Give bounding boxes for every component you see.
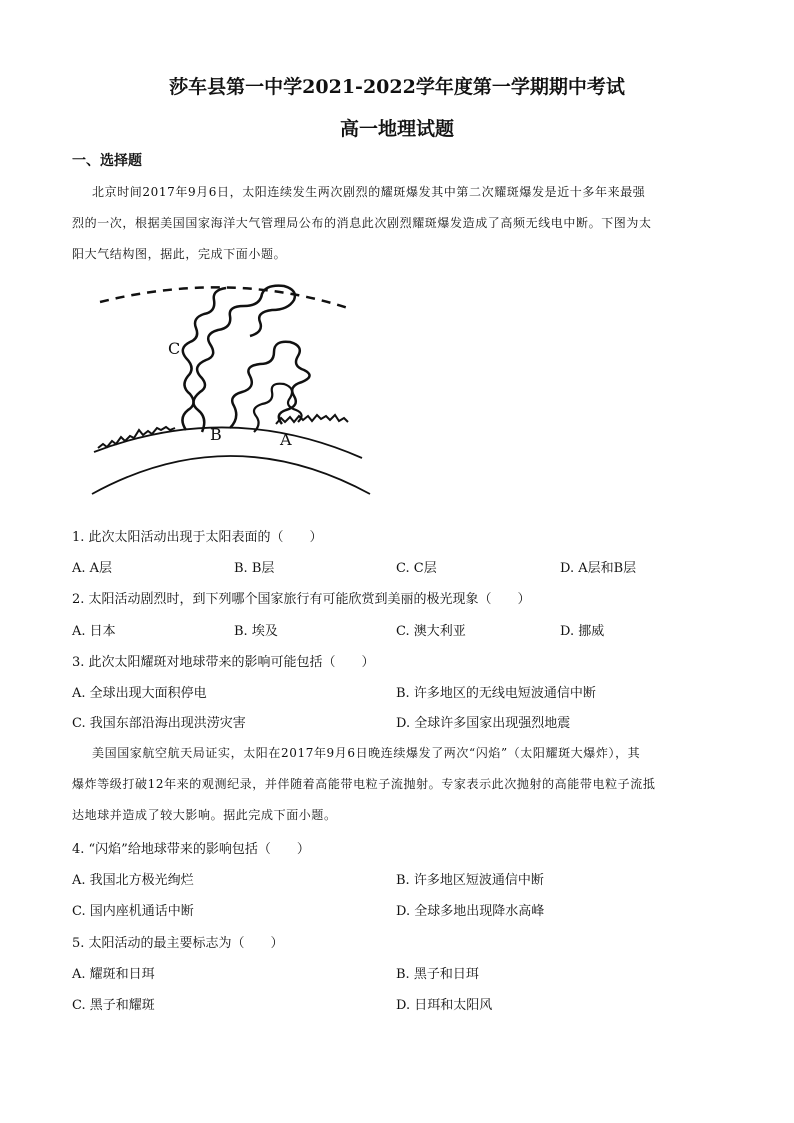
- option: D. 挪威: [560, 624, 605, 639]
- question-stem: 3. 此次太阳耀斑对地球带来的影响可能包括（ ）: [72, 655, 375, 670]
- passage1-line: 阳大气结构图，据此，完成下面小题。: [72, 247, 287, 261]
- option: D. 全球多地出现降水高峰: [396, 904, 545, 919]
- prominence-curl: [254, 384, 302, 432]
- option: C. 黑子和耀斑: [72, 998, 155, 1013]
- passage2-line: 美国国家航空航天局证实，太阳在2017年9月6日晚连续爆发了两次“闪焰”（太阳耀斑大爆炸），其: [92, 746, 641, 760]
- question-stem: 2. 太阳活动剧烈时，到下列哪个国家旅行有可能欣赏到美丽的极光现象（ ）: [72, 592, 531, 607]
- option: B. 许多地区短波通信中断: [396, 873, 544, 888]
- option: A. 日本: [72, 624, 116, 639]
- passage1-line: 烈的一次，根据美国国家海洋大气管理局公布的消息此次剧烈耀斑爆发造成了高频无线电中断。下图为太: [72, 216, 652, 230]
- section-heading: 一、选择题: [72, 153, 142, 169]
- passage2-line: 达地球并造成了较大影响。据此完成下面小题。: [72, 808, 337, 822]
- option: B. 黑子和日珥: [396, 967, 479, 982]
- option: A. 全球出现大面积停电: [72, 686, 207, 701]
- label-b: B: [210, 425, 222, 444]
- option: D. 日珥和太阳风: [396, 998, 493, 1013]
- option: B. 埃及: [234, 624, 278, 639]
- question-stem: 4. “闪焰”给地球带来的影响包括（ ）: [72, 842, 310, 857]
- page-subtitle: 高一地理试题: [339, 118, 454, 140]
- option: A. A层: [72, 561, 113, 576]
- question-stem: 1. 此次太阳活动出现于太阳表面的（ ）: [72, 530, 323, 545]
- option: D. 全球许多国家出现强烈地震: [396, 716, 571, 731]
- option: C. 国内座机通话中断: [72, 904, 194, 919]
- prominence-core: [193, 286, 294, 432]
- option: B. 许多地区的无线电短波通信中断: [396, 686, 596, 701]
- label-a: A: [280, 430, 292, 449]
- option: C. C层: [396, 561, 437, 576]
- prominence-right: [230, 342, 310, 428]
- option: B. B层: [234, 561, 275, 576]
- photosphere-outer-arc: [92, 456, 370, 494]
- prominence-left: [182, 288, 226, 430]
- passage1-line: 北京时间2017年9月6日，太阳连续发生两次剧烈的耀斑爆发其中第二次耀斑爆发是近十多年来最强: [92, 185, 646, 199]
- option: C. 澳大利亚: [396, 624, 466, 639]
- question-stem: 5. 太阳活动的最主要标志为（ ）: [72, 936, 284, 951]
- chromosphere-wavy-line: [98, 415, 348, 448]
- photosphere-inner-arc: [94, 427, 362, 458]
- passage2-line: 爆炸等级打破12年来的观测纪录，并伴随着高能带电粒子流抛射。专家表示此次抛射的高能带电粒子流抵: [72, 777, 656, 791]
- option: D. A层和B层: [560, 561, 637, 576]
- option: A. 我国北方极光绚烂: [72, 873, 194, 888]
- solar-atmosphere-figure: [80, 282, 380, 502]
- label-c: C: [168, 339, 181, 358]
- option: A. 耀斑和日珥: [72, 967, 155, 982]
- corona-boundary: [100, 287, 348, 308]
- page-title: 莎车县第一中学2021-2022学年度第一学期期中考试: [169, 76, 625, 98]
- option: C. 我国东部沿海出现洪涝灾害: [72, 716, 246, 731]
